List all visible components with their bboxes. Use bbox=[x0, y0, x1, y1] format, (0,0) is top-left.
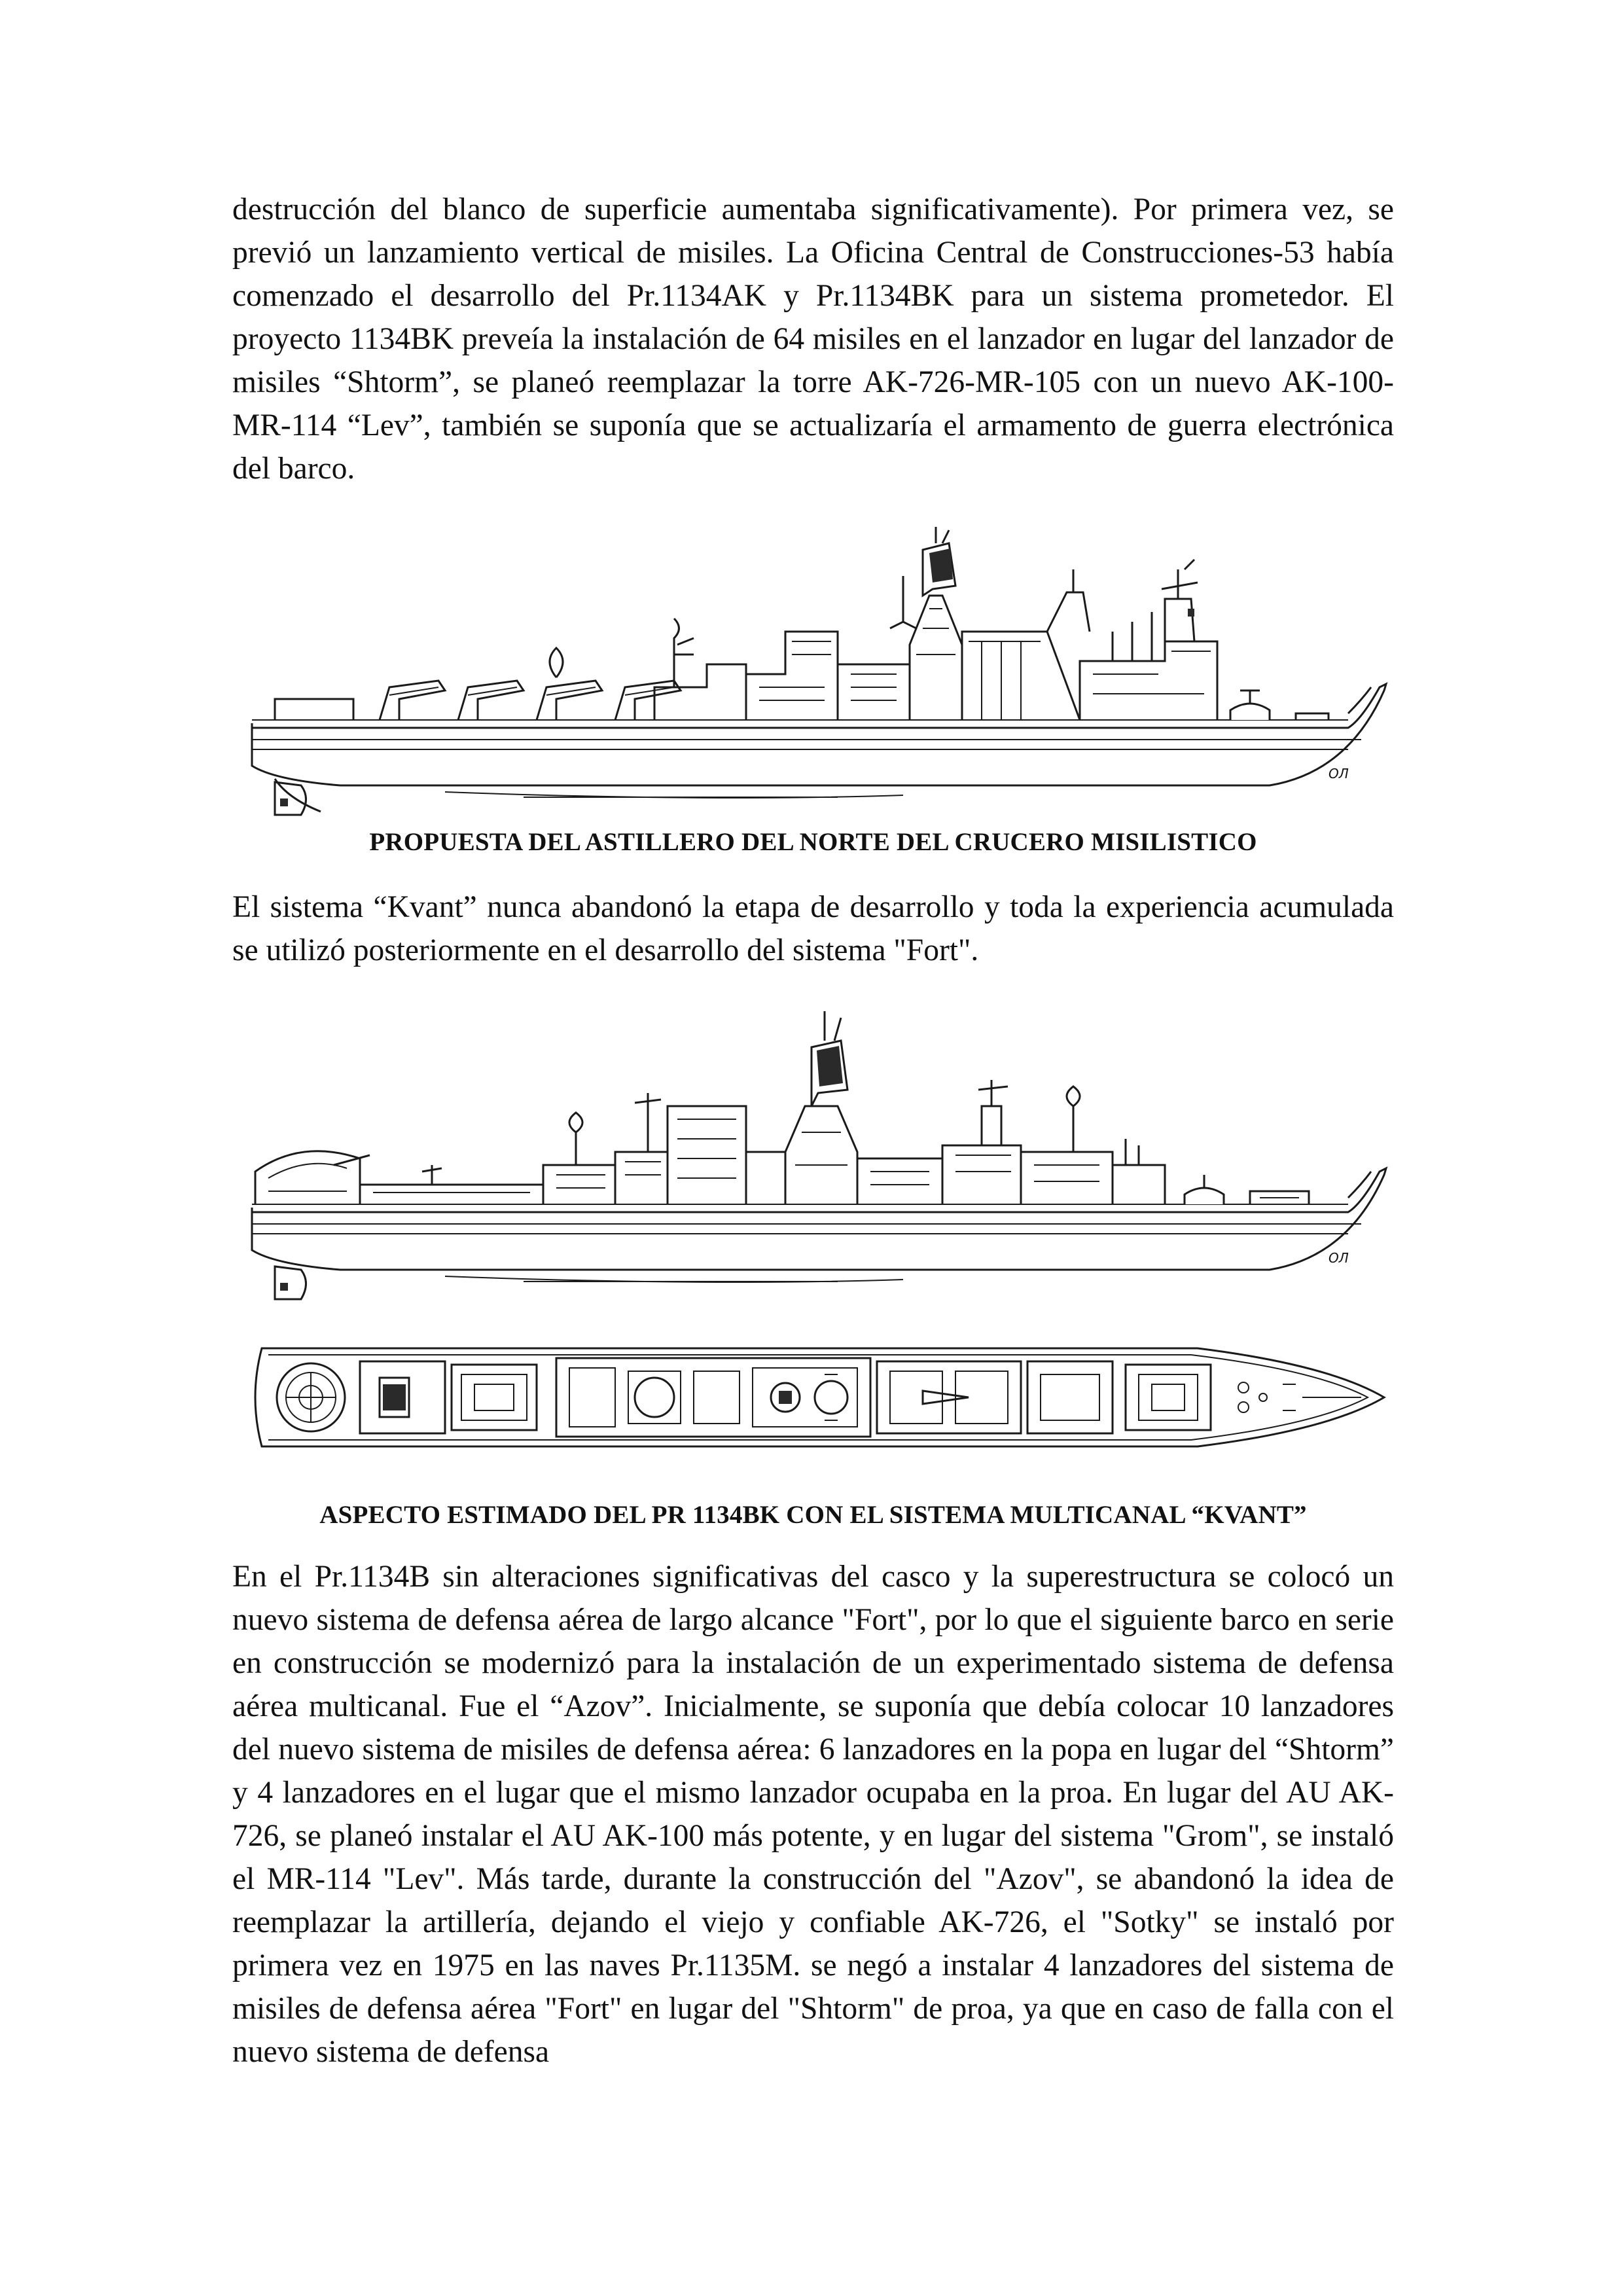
figure-1-ship-side-view bbox=[249, 524, 1391, 825]
figure-2-ship-side-view bbox=[249, 1008, 1391, 1309]
paragraph-2: El sistema “Kvant” nunca abandonó la etapa de desarrollo y toda la experiencia acumulada se utilizó posteriormente en el desarrollo del sistema "Fort". bbox=[232, 890, 1394, 967]
waterline-label-2: ОЛ bbox=[1329, 1250, 1349, 1266]
ship-drawing-2 bbox=[249, 1008, 1391, 1309]
ship-drawing-1 bbox=[249, 524, 1391, 825]
waterline-label: ОЛ bbox=[1329, 766, 1349, 781]
paragraph-1: destrucción del blanco de superficie aumentaba significativamente). Por primera vez, se previó un lanzamiento vertical de misiles. La Oficina Central de Construcciones-53 había comenzado el desarrollo del Pr.1134AK y Pr.1134BK para un sistema prometedor. El proyecto 1134BK preveía la instalación de 64 misiles en el lanzador en lugar del lanzador de misiles “Shtorm”, se planeó reemplazar la torre AK-726-MR-105 con un nuevo AK-100-MR-114 “Lev”, también se suponía que se actualizaría el armamento de guerra electrónica del barco. bbox=[232, 192, 1394, 486]
figure-2-ship-plan-view bbox=[249, 1332, 1391, 1466]
paragraph-3: En el Pr.1134B sin alteraciones significativas del casco y la superestructura se colocó un nuevo sistema de defensa aérea de largo alcance "Fort", por lo que el siguiente barco en serie en construcción se modernizó para la instalación de un experimentado sistema de defensa aérea multicanal. Fue el “Azov”. Inicialmente, se suponía que debía colocar 10 lanzadores del nuevo sistema de misiles de defensa aérea: 6 lanzadores en la popa en lugar del “Shtorm” y 4 lanzadores en el lugar que el mismo lanzador ocupaba en la proa. En lugar del AU AK-726, se planeó instalar el AU AK-100 más potente, y en lugar del sistema "Grom", se instaló el MR-114 "Lev". Más tarde, durante la construcción del "Azov", se abandonó la idea de reemplazar la artillería, dejando el viejo y confiable AK-726, el "Sotky" se instaló por primera vez en 1975 en las naves Pr.1135M. se negó a instalar 4 lanzadores del sistema de misiles de defensa aérea "Fort" en lugar del "Shtorm" de proa, ya que en caso de falla con el nuevo sistema de defensa bbox=[232, 1560, 1394, 2069]
figure-2-caption: ASPECTO ESTIMADO DEL PR 1134BK CON EL SISTEMA MULTICANAL “KVANT” bbox=[319, 1501, 1307, 1529]
ship-plan-drawing bbox=[249, 1332, 1391, 1466]
launcher-group bbox=[275, 681, 681, 720]
figure-1-caption: PROPUESTA DEL ASTILLERO DEL NORTE DEL CRUCERO MISILISTICO bbox=[369, 828, 1257, 856]
